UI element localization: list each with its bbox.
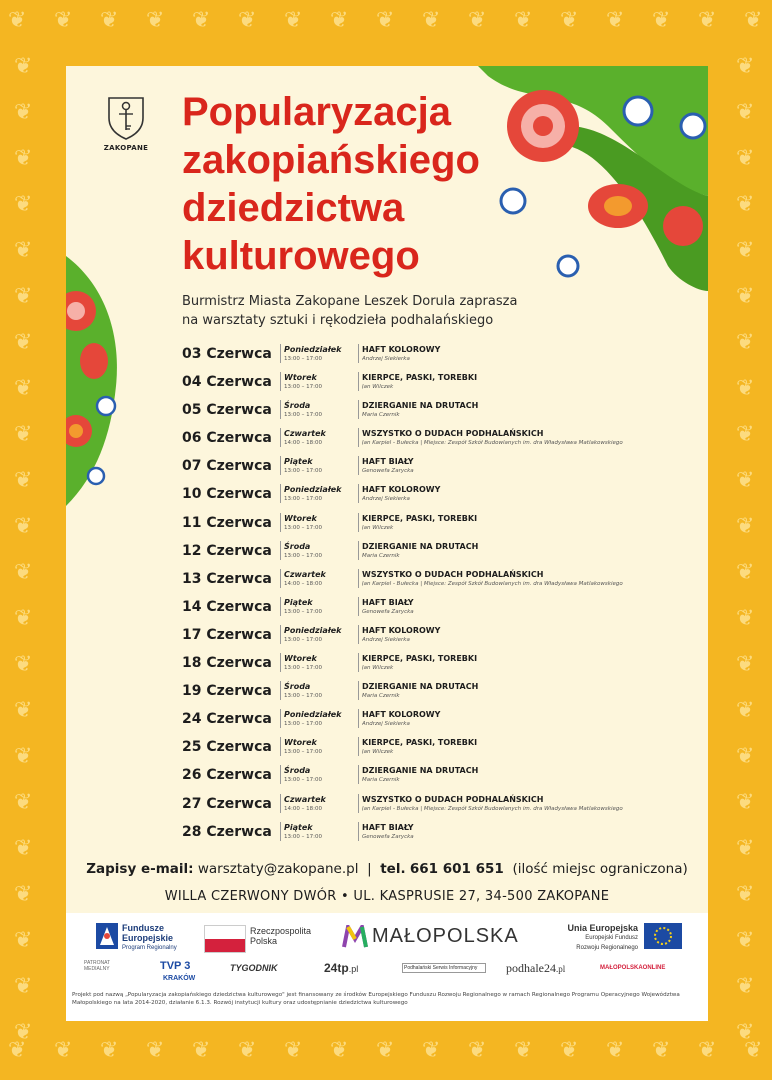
workshop-day — [280, 681, 354, 700]
podhale24-logo — [506, 961, 565, 976]
podhale-suffix: .pl — [556, 964, 566, 974]
day-name: Wtorek — [284, 513, 317, 523]
ornament-icon: ❦ — [514, 1038, 533, 1063]
poster-subtitle — [182, 292, 602, 330]
title-line: dziedzictwa — [182, 186, 405, 230]
ornament-icon: ❦ — [376, 1038, 395, 1063]
sponsors-bar — [66, 913, 708, 1021]
workshop-date: 14 Czerwca — [182, 598, 272, 615]
coat-of-arms-icon — [107, 96, 145, 140]
workshop-date: 25 Czerwca — [182, 739, 272, 756]
ornament-icon: ❦ — [698, 1038, 717, 1063]
workshop-details — [358, 428, 702, 447]
workshop-time: 13:00 – 17:00 — [284, 524, 322, 531]
workshop-name: HAFT KOLOROWY — [362, 485, 441, 495]
schedule-row — [182, 569, 702, 597]
ornament-icon: ❦ — [238, 8, 257, 33]
workshop-name: WSZYSTKO O DUDACH PODHALAŃSKICH — [362, 569, 544, 579]
rp-line: Rzeczpospolita — [250, 926, 312, 936]
workshop-time: 13:00 – 17:00 — [284, 608, 322, 615]
patronat-label: PATRONAT MEDIALNY — [84, 960, 111, 972]
ornament-icon: ❦ — [376, 8, 395, 33]
workshop-time: 14:00 – 18:00 — [284, 580, 322, 587]
workshop-day — [280, 513, 354, 532]
email-link[interactable]: warsztaty@zakopane.pl — [197, 861, 359, 877]
day-name: Środa — [284, 682, 311, 692]
workshop-time: 13:00 – 17:00 — [284, 496, 322, 503]
workshop-instructor: Andrzej Siekierka — [362, 721, 410, 728]
workshop-instructor: Jan Karpiel - Bułecka | Miejsce: Zespół Szkół Budowlanych im. dra Władysława Matlakowskiego — [362, 580, 623, 587]
rp-line: Polska — [250, 936, 278, 946]
day-name: Poniedziałek — [284, 710, 342, 720]
workshop-time: 14:00 – 18:00 — [284, 805, 322, 812]
schedule-row — [182, 428, 702, 456]
workshop-date: 03 Czerwca — [182, 346, 272, 362]
workshop-name: HAFT KOLOROWY — [362, 625, 441, 635]
workshop-details — [358, 372, 702, 391]
ornament-icon: ❦ — [560, 1038, 579, 1063]
ornament-icon: ❦ — [736, 514, 755, 539]
schedule-row — [182, 597, 702, 625]
title-line: zakopiańskiego — [182, 138, 480, 182]
schedule-row — [182, 794, 702, 822]
ornament-icon: ❦ — [744, 1038, 763, 1063]
workshop-time: 13:00 – 17:00 — [284, 356, 322, 362]
workshop-details — [358, 513, 702, 532]
ornament-icon: ❦ — [330, 8, 349, 33]
malopolska-logo-icon — [342, 925, 368, 949]
workshop-name: KIERPCE, PASKI, TOREBKI — [362, 738, 478, 748]
ornament-icon: ❦ — [736, 54, 755, 79]
ornament-icon: ❦ — [14, 836, 33, 861]
ornament-icon: ❦ — [14, 1020, 33, 1045]
workshop-instructor: Maria Czernik — [362, 693, 400, 700]
ornament-icon: ❦ — [736, 192, 755, 217]
workshop-details — [358, 569, 702, 588]
fe-line: Europejskie — [122, 933, 174, 943]
workshop-name: HAFT KOLOROWY — [362, 345, 441, 354]
workshop-name: KIERPCE, PASKI, TOREBKI — [362, 373, 478, 383]
ornament-icon: ❦ — [736, 652, 755, 677]
workshop-date: 11 Czerwca — [182, 514, 272, 531]
workshop-day — [280, 709, 354, 728]
schedule-row — [182, 541, 702, 569]
ornament-icon: ❦ — [736, 1020, 755, 1045]
workshop-time: 13:00 – 17:00 — [284, 412, 322, 419]
workshop-day — [280, 737, 354, 756]
ornament-icon: ❦ — [14, 652, 33, 677]
workshop-time: 14:00 – 18:00 — [284, 440, 322, 447]
workshop-day — [280, 428, 354, 447]
ornament-icon: ❦ — [14, 422, 33, 447]
workshop-day — [280, 597, 354, 616]
workshop-details — [358, 484, 702, 503]
workshop-day — [280, 372, 354, 391]
malopolska-label: MAŁOPOLSKA — [372, 925, 519, 947]
workshop-details — [358, 456, 702, 475]
day-name: Wtorek — [284, 738, 317, 748]
fe-label — [122, 923, 177, 953]
workshop-time: 13:00 – 17:00 — [284, 833, 322, 840]
ornament-icon: ❦ — [14, 376, 33, 401]
ornament-icon: ❦ — [14, 192, 33, 217]
schedule-row — [182, 681, 702, 709]
ornament-icon: ❦ — [14, 54, 33, 79]
day-name: Wtorek — [284, 654, 317, 664]
workshop-date: 06 Czerwca — [182, 430, 272, 447]
ornament-icon: ❦ — [54, 1038, 73, 1063]
workshop-time: 13:00 – 17:00 — [284, 468, 322, 475]
workshop-instructor: Maria Czernik — [362, 777, 400, 784]
workshop-details — [358, 541, 702, 560]
workshop-time: 13:00 – 17:00 — [284, 665, 322, 672]
tp24-suffix: .pl — [348, 964, 359, 974]
ue-line: Unia Europejska — [567, 923, 638, 933]
fe-line: Program Regionalny — [122, 945, 177, 951]
ornament-icon: ❦ — [736, 928, 755, 953]
workshop-schedule — [182, 344, 702, 850]
workshop-day — [280, 765, 354, 784]
workshop-day — [280, 569, 354, 588]
ornament-icon: ❦ — [736, 376, 755, 401]
fe-logo-icon — [96, 923, 118, 949]
workshop-details — [358, 344, 702, 363]
day-name: Czwartek — [284, 429, 326, 439]
workshop-day — [280, 794, 354, 813]
workshop-instructor: Maria Czernik — [362, 552, 400, 559]
ornament-icon: ❦ — [14, 790, 33, 815]
capacity-note: (ilość miejsc ograniczona) — [512, 861, 688, 877]
workshop-time: 13:00 – 17:00 — [284, 777, 322, 784]
ornament-icon: ❦ — [14, 330, 33, 355]
workshop-date: 26 Czerwca — [182, 767, 272, 784]
eu-flag-icon — [644, 923, 682, 949]
workshop-name: KIERPCE, PASKI, TOREBKI — [362, 654, 478, 664]
workshop-details — [358, 709, 702, 728]
phone-label: tel. — [380, 861, 406, 877]
tp24-logo — [324, 961, 358, 975]
ornament-icon: ❦ — [100, 1038, 119, 1063]
podhale-name: podhale24 — [506, 961, 556, 975]
ornament-icon: ❦ — [14, 560, 33, 585]
schedule-row — [182, 822, 702, 850]
day-name: Piątek — [284, 457, 313, 467]
workshop-name: DZIERGANIE NA DRUTACH — [362, 401, 479, 411]
ornament-icon: ❦ — [652, 8, 671, 33]
ornament-icon: ❦ — [284, 8, 303, 33]
folk-flower-left — [66, 256, 126, 506]
schedule-row — [182, 513, 702, 541]
schedule-row — [182, 625, 702, 653]
workshop-date: 24 Czerwca — [182, 711, 272, 728]
ornament-icon: ❦ — [14, 974, 33, 999]
title-line: kulturowego — [182, 234, 420, 278]
ornament-icon: ❦ — [14, 514, 33, 539]
workshop-day — [280, 822, 354, 841]
workshop-date: 12 Czerwca — [182, 542, 272, 559]
workshop-name: DZIERGANIE NA DRUTACH — [362, 766, 479, 776]
tvp3-krakow: KRAKÓW — [163, 975, 196, 982]
workshop-instructor: Maria Czernik — [362, 412, 400, 419]
workshop-name: HAFT BIAŁY — [362, 597, 414, 607]
workshop-date: 27 Czerwca — [182, 795, 272, 812]
ue-line: Rozwoju Regionalnego — [576, 945, 638, 951]
workshop-date: 10 Czerwca — [182, 486, 272, 503]
schedule-row — [182, 456, 702, 484]
ornament-icon: ❦ — [736, 836, 755, 861]
ornament-icon: ❦ — [330, 1038, 349, 1063]
workshop-time: 13:00 – 17:00 — [284, 552, 322, 559]
schedule-row — [182, 709, 702, 737]
workshop-time: 13:00 – 17:00 — [284, 693, 322, 700]
workshop-day — [280, 456, 354, 475]
workshop-day — [280, 344, 354, 363]
workshop-instructor: Jan Wilczek — [362, 749, 394, 756]
project-disclaimer: Projekt pod nazwą „Popularyzacja zakopiańskiego dziedzictwa kulturowego" jest finansowany ze środków Europejskiego Funduszu Rozwoju Regionalnego w ramach Regionalnego Programu Operacyjnego Województwa Małopolskiego na lata 2014-2020, działanie 6.1.3. Rozwój instytucji kultury oraz udostępnianie dziedzictwa kulturowego — [72, 992, 680, 1006]
ornament-icon: ❦ — [736, 882, 755, 907]
separator: | — [367, 861, 372, 877]
workshop-details — [358, 822, 702, 841]
workshop-name: DZIERGANIE NA DRUTACH — [362, 682, 479, 692]
day-name: Poniedziałek — [284, 345, 342, 354]
zakopane-logo — [96, 96, 156, 152]
title-line: Popularyzacja — [182, 90, 452, 134]
ornament-icon: ❦ — [736, 698, 755, 723]
day-name: Środa — [284, 541, 311, 551]
ornament-icon: ❦ — [736, 468, 755, 493]
phone-number[interactable]: 661 601 651 — [409, 861, 504, 877]
workshop-day — [280, 400, 354, 419]
ornament-icon: ❦ — [698, 8, 717, 33]
tp24-name: 24tp — [324, 961, 349, 975]
ornament-icon: ❦ — [606, 1038, 625, 1063]
ornament-icon: ❦ — [146, 1038, 165, 1063]
ornament-icon: ❦ — [736, 560, 755, 585]
ue-label — [546, 923, 638, 953]
ornament-icon: ❦ — [736, 238, 755, 263]
day-name: Piątek — [284, 822, 313, 832]
folk-flower-top-right — [468, 66, 708, 296]
ornament-icon: ❦ — [744, 8, 763, 33]
ornament-icon: ❦ — [468, 1038, 487, 1063]
workshop-details — [358, 400, 702, 419]
workshop-name: HAFT BIAŁY — [362, 457, 414, 467]
workshop-day — [280, 484, 354, 503]
poster-title — [182, 88, 482, 280]
workshop-time: 13:00 – 17:00 — [284, 636, 322, 643]
ornament-icon: ❦ — [192, 8, 211, 33]
rp-label — [250, 926, 311, 946]
schedule-row — [182, 737, 702, 765]
ornament-icon: ❦ — [736, 974, 755, 999]
schedule-row — [182, 372, 702, 400]
day-name: Środa — [284, 401, 311, 411]
workshop-name: WSZYSTKO O DUDACH PODHALAŃSKICH — [362, 794, 544, 804]
ornament-icon: ❦ — [8, 1038, 27, 1063]
workshop-date: 17 Czerwca — [182, 626, 272, 643]
workshop-date: 19 Czerwca — [182, 683, 272, 700]
contact-line — [66, 861, 708, 877]
workshop-instructor: Jan Wilczek — [362, 524, 394, 531]
ornament-icon: ❦ — [736, 744, 755, 769]
ornament-icon: ❦ — [736, 146, 755, 171]
workshop-name: HAFT KOLOROWY — [362, 710, 441, 720]
schedule-row — [182, 484, 702, 512]
workshop-details — [358, 794, 702, 813]
ornament-icon: ❦ — [14, 606, 33, 631]
ornament-icon: ❦ — [652, 1038, 671, 1063]
ornament-icon: ❦ — [736, 606, 755, 631]
subtitle-line: Burmistrz Miasta Zakopane Leszek Dorula zaprasza — [182, 294, 518, 309]
logo-label: ZAKOPANE — [103, 144, 149, 152]
ornament-icon: ❦ — [284, 1038, 303, 1063]
day-name: Środa — [284, 766, 311, 776]
workshop-instructor: Andrzej Siekierka — [362, 636, 410, 643]
workshop-date: 05 Czerwca — [182, 402, 272, 419]
day-name: Poniedziałek — [284, 485, 342, 495]
workshop-details — [358, 737, 702, 756]
workshop-name: DZIERGANIE NA DRUTACH — [362, 541, 479, 551]
workshop-day — [280, 541, 354, 560]
ornament-icon: ❦ — [736, 422, 755, 447]
workshop-time: 13:00 – 17:00 — [284, 721, 322, 728]
pso-logo: Podhalański Serwis Informacyjny — [402, 963, 486, 973]
ornament-icon: ❦ — [422, 1038, 441, 1063]
ornament-icon: ❦ — [468, 8, 487, 33]
ornament-icon: ❦ — [100, 8, 119, 33]
day-name: Czwartek — [284, 794, 326, 804]
workshop-date: 18 Czerwca — [182, 655, 272, 672]
ornament-icon: ❦ — [238, 1038, 257, 1063]
email-label: Zapisy e-mail: — [86, 861, 194, 877]
day-name: Piątek — [284, 597, 313, 607]
ornament-icon: ❦ — [192, 1038, 211, 1063]
workshop-details — [358, 765, 702, 784]
workshop-instructor: Genowefa Zarycka — [362, 608, 414, 615]
tvp3-logo: TVP 3 — [160, 960, 191, 972]
ornament-icon: ❦ — [146, 8, 165, 33]
workshop-date: 07 Czerwca — [182, 458, 272, 475]
workshop-time: 13:00 – 17:00 — [284, 749, 322, 756]
ue-line: Europejski Fundusz — [585, 935, 638, 941]
polish-flag-icon — [204, 925, 246, 953]
workshop-instructor: Jan Wilczek — [362, 665, 394, 672]
schedule-row — [182, 765, 702, 793]
ornament-icon: ❦ — [14, 238, 33, 263]
malopolskaonline-logo: MAŁOPOLSKAONLINE — [600, 965, 666, 971]
workshop-instructor: Genowefa Zarycka — [362, 833, 414, 840]
workshop-day — [280, 625, 354, 644]
workshop-details — [358, 625, 702, 644]
ornament-icon: ❦ — [8, 8, 27, 33]
ornament-icon: ❦ — [736, 790, 755, 815]
ornament-icon: ❦ — [736, 284, 755, 309]
ornament-icon: ❦ — [14, 468, 33, 493]
ornament-icon: ❦ — [14, 882, 33, 907]
day-name: Czwartek — [284, 569, 326, 579]
workshop-date: 13 Czerwca — [182, 570, 272, 587]
venue-address: WILLA CZERWONY DWÓR • UL. KASPRUSIE 27, 34-500 ZAKOPANE — [164, 889, 610, 904]
day-name: Wtorek — [284, 373, 317, 383]
poster-sheet — [66, 66, 708, 1021]
ornament-icon: ❦ — [514, 8, 533, 33]
ornament-icon: ❦ — [14, 146, 33, 171]
ornament-icon: ❦ — [560, 8, 579, 33]
ornament-icon: ❦ — [54, 8, 73, 33]
workshop-details — [358, 597, 702, 616]
workshop-instructor: Jan Karpiel - Bułecka | Miejsce: Zespół Szkół Budowlanych im. dra Władysława Matlakowskiego — [362, 440, 623, 447]
workshop-date: 04 Czerwca — [182, 374, 272, 391]
tygodnik-logo: TYGODNIK — [230, 963, 278, 973]
workshop-instructor: Jan Wilczek — [362, 384, 394, 391]
day-name: Poniedziałek — [284, 625, 342, 635]
workshop-name: WSZYSTKO O DUDACH PODHALAŃSKICH — [362, 429, 544, 439]
ornament-icon: ❦ — [14, 698, 33, 723]
schedule-row — [182, 653, 702, 681]
ornament-icon: ❦ — [14, 284, 33, 309]
workshop-name: HAFT BIAŁY — [362, 822, 414, 832]
fe-line: Fundusze — [122, 923, 164, 933]
workshop-details — [358, 653, 702, 672]
workshop-details — [358, 681, 702, 700]
workshop-instructor: Jan Karpiel - Bułecka | Miejsce: Zespół Szkół Budowlanych im. dra Władysława Matlakowskiego — [362, 805, 623, 812]
workshop-time: 13:00 – 17:00 — [284, 384, 322, 391]
schedule-row — [182, 400, 702, 428]
ornament-icon: ❦ — [736, 330, 755, 355]
ornament-icon: ❦ — [422, 8, 441, 33]
ornament-icon: ❦ — [14, 928, 33, 953]
workshop-date: 28 Czerwca — [182, 823, 272, 840]
ornament-icon: ❦ — [14, 100, 33, 125]
schedule-row — [182, 344, 702, 372]
workshop-day — [280, 653, 354, 672]
workshop-name: KIERPCE, PASKI, TOREBKI — [362, 513, 478, 523]
ornament-icon: ❦ — [606, 8, 625, 33]
ornament-icon: ❦ — [736, 100, 755, 125]
ornament-icon: ❦ — [14, 744, 33, 769]
workshop-instructor: Andrzej Siekierka — [362, 496, 410, 503]
workshop-instructor: Genowefa Zarycka — [362, 468, 414, 475]
workshop-instructor: Andrzej Siekierka — [362, 356, 410, 362]
subtitle-line: na warsztaty sztuki i rękodzieła podhalańskiego — [182, 313, 494, 328]
